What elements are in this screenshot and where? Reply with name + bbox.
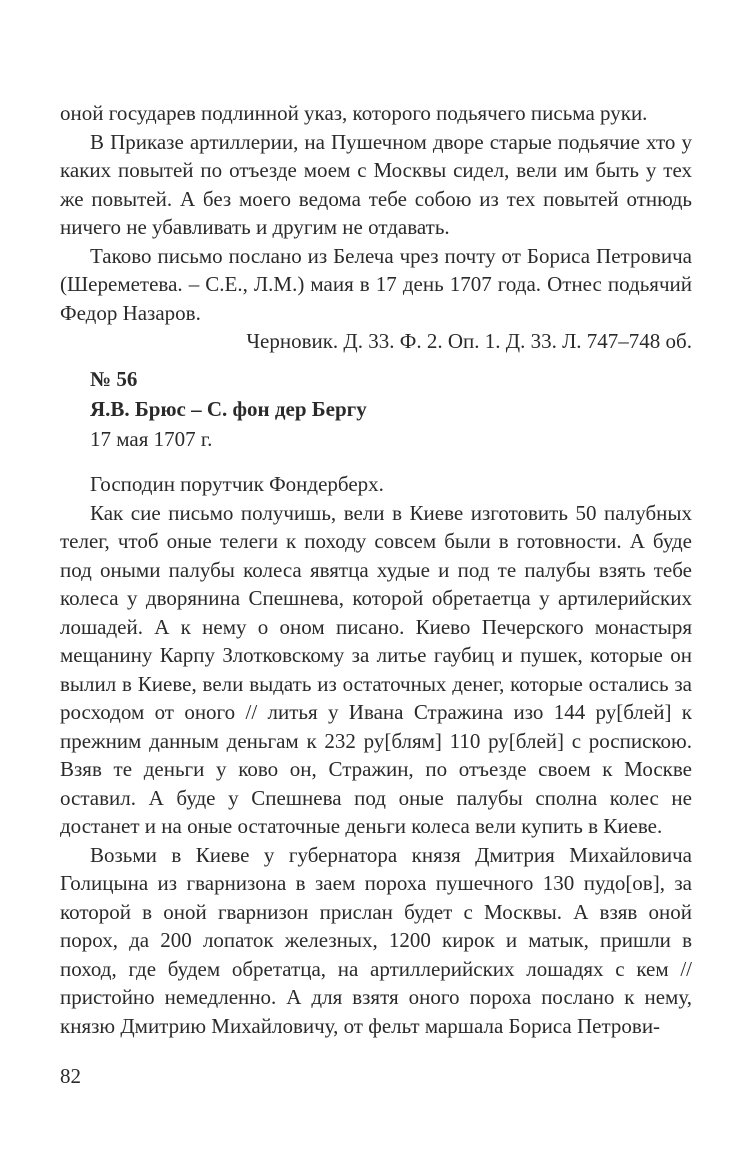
paragraph-continuation: оной государев подлинной указ, которого подьячего письма руки. bbox=[60, 101, 648, 125]
paragraph: Возьми в Киеве у губернатора князя Дмитрия Михайловича Голицына из гварнизона в заем пороха пушечного 130 пудо[ов], за которой в оной гварнизон прислан будет с Москвы. А взяв оной порох, да 200 лопаток железных, 1200 кирок и матык, пришли в поход, где будем обретатца, на артиллерийских лошадях с кем // пристойно немедленно. А для взятя оного пороха послано к нему, князю Дмитрию Михайловичу, от фельт маршала Бориса Петрови- bbox=[60, 842, 692, 1038]
paragraph: В Приказе артиллерии, на Пушечном дворе старые подьячие хто у каких повытей по отъезде моем с Москвы сидел, вели им быть у тех же повытей. А без моего ведома тебе собою из тех повытей отнюдь ничего не убавливать и другим не отдавать. bbox=[60, 129, 692, 239]
document-date: 17 мая 1707 г. bbox=[90, 427, 213, 451]
document-parties: Я.В. Брюс – С. фон дер Бергу bbox=[90, 397, 367, 421]
archival-source-note: Черновик. Д. 33. Ф. 2. Оп. 1. Д. 33. Л. 747–748 об. bbox=[246, 329, 692, 353]
previous-document-ending bbox=[60, 99, 692, 356]
document-number: № 56 bbox=[90, 367, 138, 391]
page-number: 82 bbox=[60, 1064, 81, 1088]
document-header bbox=[90, 364, 690, 454]
paragraph: Таково письмо послано из Белеча чрез почту от Бориса Петровича (Шереметева. – С.Е., Л.М.) маия в 17 день 1707 года. Отнес подьячий Федор Назаров. bbox=[60, 243, 692, 325]
document-body bbox=[60, 470, 692, 1040]
paragraph: Как сие письмо получишь, вели в Киеве изготовить 50 палубных телег, чтоб оные телеги к походу совсем были в готовности. А буде под оными палубы колеса явятца худые и под те палубы взять тебе колеса у дворянина Спешнева, которой обретаетца у артилерийских лошадей. А к нему о оном писано. Киево Печерского монастыря мещанину Карпу Злотковскому за литье гаубиц и пушек, которые он вылил в Киеве, вели выдать из остаточных денег, которые остались за росходом от оного // литья у Ивана Стражина изо 144 ру[блей] к прежним данным деньгам к 232 ру[блям] 110 ру[блей] с роспискою. Взяв те деньги у ково он, Стражин, по отъезде своем к Москве оставил. А буде у Спешнева под оные палубы сполна колес не достанет и на оные остаточные деньги колеса вели купить в Киеве. bbox=[60, 500, 692, 838]
salutation: Господин порутчик Фондерберх. bbox=[90, 472, 384, 496]
